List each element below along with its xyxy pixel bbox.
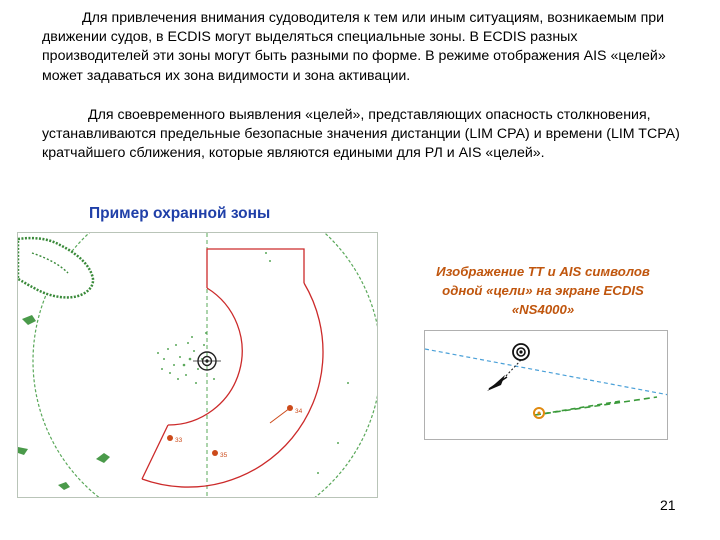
ecdis-caption: [402, 262, 684, 319]
slide-number: 21: [660, 497, 676, 513]
ecdis-caption-line-1: Изображение ТТ и AIS символов: [436, 264, 650, 279]
ecdis-caption-line-2: одной «цели» на экране ECDIS: [442, 283, 644, 298]
radar-target-33: [167, 435, 183, 444]
radar-target-35: [212, 450, 228, 459]
ecdis-target-image: [424, 330, 668, 440]
svg-text:34: 34: [295, 408, 303, 415]
ecdis-caption-line-3: «NS4000»: [511, 302, 575, 317]
svg-text:33: 33: [175, 437, 183, 444]
svg-text:35: 35: [220, 452, 228, 459]
paragraph-cpa-limits: Для своевременного выявления «целей», представляющих опасность столкновения, устанавливаются предельные безопасные значения дистанции (LIM CPA) и времени (LIM TCPA) кратчайшего сближения, которые являются едиными для РЛ и AIS «целей».: [42, 107, 680, 162]
radar-target-34: [270, 405, 303, 423]
guard-zone-heading: Пример охранной зоны: [89, 205, 271, 222]
paragraph-zones: Для привлечения внимания судоводителя к тем или иным ситуациям, возникаемым при движении судов, в ECDIS могут выделяться специальные зоны. В ECDIS разных производителей эти зоны могут быть разными по форме. В режиме отображения AIS «целей» может задаваться их зона видимости и зона активации.: [42, 10, 666, 84]
radar-guard-zone-image: [17, 232, 378, 498]
